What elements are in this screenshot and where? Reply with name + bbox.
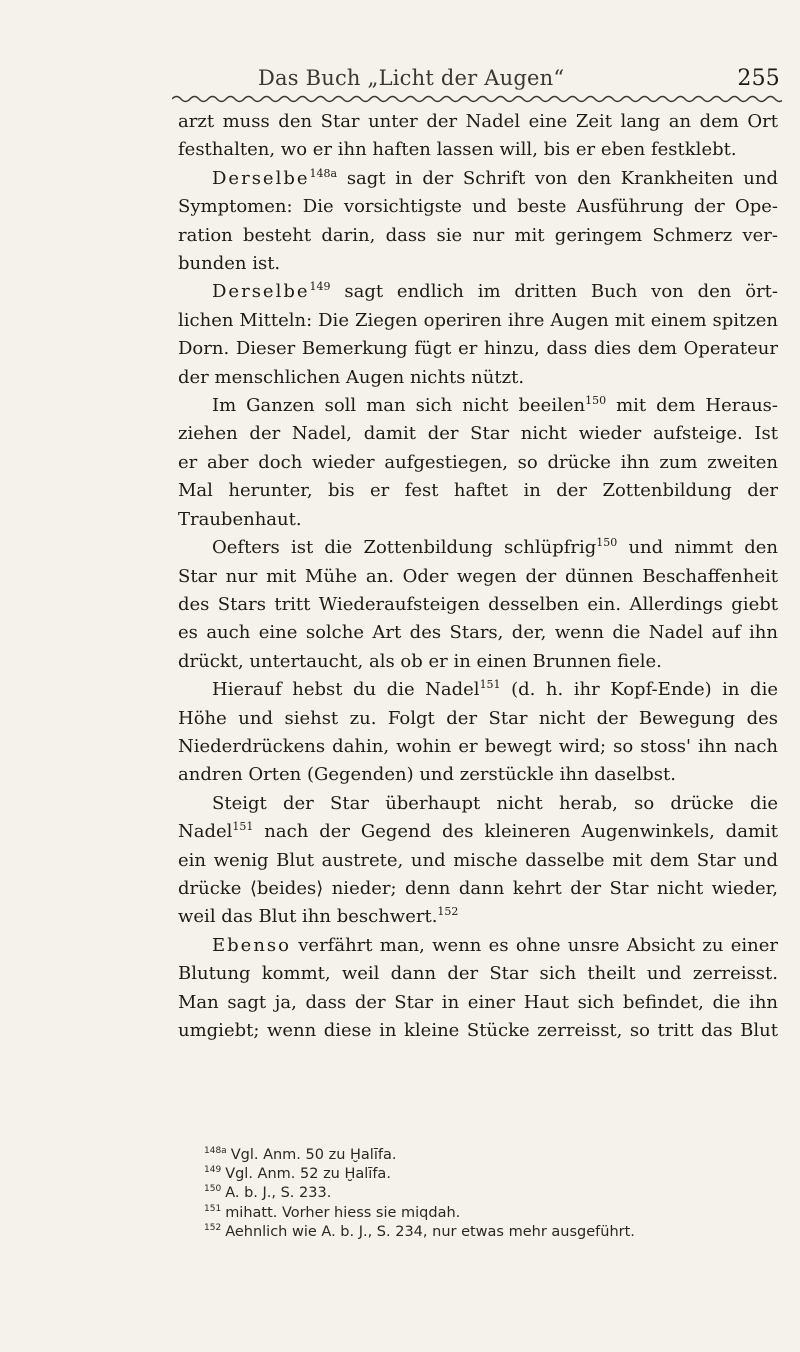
text-line — [178, 420, 778, 448]
footnote — [204, 1204, 764, 1223]
footnote-reference: 150 — [596, 536, 618, 550]
footnotes — [204, 1146, 764, 1242]
text-line — [178, 676, 778, 704]
text-line — [178, 108, 778, 136]
line-text: ziehen der Nadel, damit der Star nicht wieder aufsteige. Ist — [178, 423, 778, 445]
line-text: ein wenig Blut austrete, und mische dasselbe mit dem Star und — [178, 849, 778, 871]
line-text: der menschlichen Augen nichts nützt. — [178, 366, 525, 388]
line-text: Im Ganzen soll man sich nicht beeilen — [212, 395, 586, 417]
text-line — [178, 307, 778, 335]
text-line — [178, 790, 778, 818]
text-line — [178, 477, 778, 505]
spaced-word: Ebenso — [212, 934, 291, 956]
line-text: sagt endlich im dritten Buch von den ört- — [330, 281, 778, 303]
footnote-number: 149 — [204, 1165, 222, 1176]
text-line — [178, 193, 778, 221]
footnote-reference: 151 — [479, 678, 501, 692]
line-text: Niederdrückens dahin, wohin er bewegt wird; so stoss' ihn nach — [178, 735, 778, 757]
line-text: drücke ⟨beides⟩ nieder; denn dann kehrt der Star nicht wieder, — [178, 877, 778, 899]
footnote-text: Vgl. Anm. 52 zu Ḫalīfa. — [225, 1166, 391, 1183]
line-text: des Stars tritt Wiederaufsteigen desselben ein. Allerdings giebt — [178, 593, 778, 615]
line-text: arzt muss den Star unter der Nadel eine Zeit lang an dem Ort — [178, 111, 778, 132]
text-line — [178, 648, 778, 676]
body-text — [178, 108, 778, 1045]
footnote-text: mihatt. Vorher hiess sie miqdah. — [225, 1204, 461, 1221]
line-text: und nimmt den — [617, 537, 778, 559]
text-line — [178, 932, 778, 960]
footnote-text: Aehnlich wie A. b. J., S. 234, nur etwas mehr ausgeführt. — [225, 1223, 635, 1240]
line-text: Höhe und siehst zu. Folgt der Star nicht der Bewegung des — [178, 707, 778, 729]
footnote-text: Vgl. Anm. 50 zu Ḫalīfa. — [230, 1147, 397, 1163]
footnote-number: 148a — [204, 1146, 227, 1156]
text-line — [178, 335, 778, 363]
footnote-number: 152 — [204, 1222, 222, 1233]
running-title: Das Buch „Licht der Augen“ — [258, 66, 565, 90]
text-line — [178, 222, 778, 250]
text-line — [178, 506, 778, 534]
footnote-text: A. b. J., S. 233. — [225, 1185, 332, 1202]
text-line — [178, 278, 778, 306]
line-text: Steigt der Star überhaupt nicht herab, so drücke die — [212, 792, 778, 814]
line-text: andren Orten (Gegenden) und zerstückle ihn daselbst. — [178, 764, 676, 786]
page-number: 255 — [737, 66, 780, 91]
line-text: er aber doch wieder aufgestiegen, so drücke ihn zum zweiten — [178, 451, 778, 473]
text-line — [178, 449, 778, 477]
footnote-reference: 151 — [232, 820, 254, 834]
footnote-reference: 150 — [585, 394, 607, 408]
text-line — [178, 136, 778, 164]
line-text: festhalten, wo er ihn haften lassen will, bis er eben festklebt. — [178, 139, 737, 161]
line-text: lichen Mitteln: Die Ziegen operiren ihre Augen mit einem spitzen — [178, 309, 778, 331]
line-text: Oefters ist die Zottenbildung schlüpfrig — [212, 537, 597, 559]
text-line — [178, 705, 778, 733]
footnote — [204, 1184, 764, 1203]
text-line — [178, 534, 778, 562]
line-text: Traubenhaut. — [178, 508, 302, 530]
spaced-word: Derselbe — [212, 167, 310, 189]
text-line — [178, 392, 778, 420]
line-text: Mal herunter, bis er fest haftet in der Zottenbildung der — [178, 480, 778, 502]
text-line — [178, 250, 778, 278]
line-text: Symptomen: Die vorsichtigste und beste Ausführung der Ope- — [178, 196, 778, 218]
line-text: drückt, untertaucht, als ob er in einen Brunnen fiele. — [178, 650, 662, 672]
line-text: (d. h. ihr Kopf-Ende) in die — [500, 679, 778, 701]
line-text: Nadel — [178, 821, 233, 843]
line-text: umgiebt; wenn diese in kleine Stücke zerreisst, so tritt das Blut — [178, 1020, 778, 1041]
line-text: verfährt man, wenn es ohne unsre Absicht zu einer — [290, 934, 778, 956]
text-line — [178, 619, 778, 647]
line-text: nach der Gegend des kleineren Augenwinkels, damit — [253, 821, 778, 843]
line-text: Hierauf hebst du die Nadel — [212, 679, 480, 701]
line-text: mit dem Heraus- — [606, 395, 778, 417]
footnote — [204, 1165, 764, 1184]
text-line — [178, 875, 778, 903]
footnote-reference: 148a — [309, 166, 338, 180]
text-line — [178, 903, 778, 931]
text-line — [178, 818, 778, 846]
line-text: weil das Blut ihn beschwert. — [178, 906, 438, 928]
footnote-reference: 152 — [437, 905, 459, 919]
footnote — [204, 1223, 764, 1242]
line-text: sagt in der Schrift von den Krankheiten und — [337, 167, 778, 189]
text-line — [178, 563, 778, 591]
text-line — [178, 364, 778, 392]
spaced-word: Derselbe — [212, 281, 310, 303]
text-line — [178, 591, 778, 619]
line-text: es auch eine solche Art des Stars, der, wenn die Nadel auf ihn — [178, 622, 778, 644]
text-line — [178, 733, 778, 761]
line-text: Dorn. Dieser Bemerkung fügt er hinzu, dass dies dem Operateur — [178, 338, 778, 360]
page-header — [170, 66, 780, 96]
text-line — [178, 165, 778, 193]
text-line — [178, 847, 778, 875]
text-line — [178, 1017, 778, 1045]
text-line — [178, 989, 778, 1017]
footnote-reference: 149 — [309, 280, 331, 294]
footnote — [204, 1146, 764, 1165]
footnote-number: 151 — [204, 1203, 222, 1214]
line-text: Star nur mit Mühe an. Oder wegen der dünnen Beschaffenheit — [178, 565, 778, 587]
line-text: bunden ist. — [178, 253, 281, 275]
text-line — [178, 761, 778, 789]
line-text: ration besteht darin, dass sie nur mit geringem Schmerz ver- — [178, 224, 778, 246]
decorative-wavy-rule — [172, 93, 782, 105]
footnote-number: 150 — [204, 1184, 222, 1195]
text-line — [178, 960, 778, 988]
line-text: Man sagt ja, dass der Star in einer Haut sich befindet, die ihn — [178, 991, 778, 1013]
line-text: Blutung kommt, weil dann der Star sich theilt und zerreisst. — [178, 963, 778, 985]
